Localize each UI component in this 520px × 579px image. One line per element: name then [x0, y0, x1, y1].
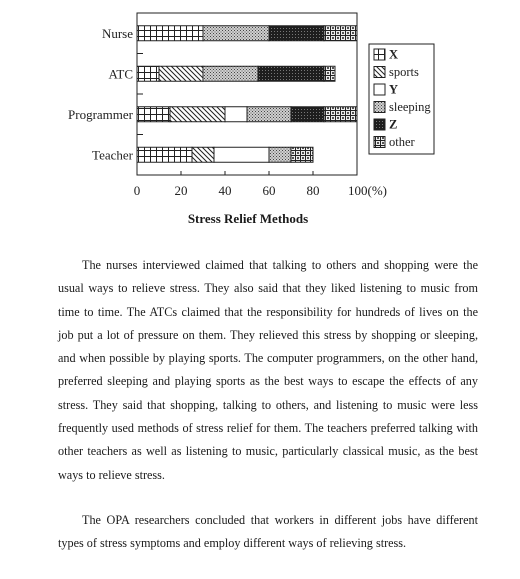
x-tick-label: 80 — [306, 183, 320, 198]
bar-programmer-other — [324, 107, 357, 122]
bar-teacher-sports — [192, 147, 214, 162]
bar-programmer-sleeping — [247, 107, 291, 122]
legend-label-sports: sports — [389, 65, 419, 79]
bar-nurse-x — [137, 26, 203, 41]
legend-label-x: X — [389, 47, 399, 62]
bar-atc-z — [258, 66, 324, 81]
stress-relief-chart — [0, 0, 520, 215]
legend-label-other: other — [389, 135, 415, 149]
category-label-nurse: Nurse — [101, 25, 133, 41]
legend-label-y: Y — [389, 82, 399, 97]
bar-programmer-x — [137, 107, 170, 122]
legend-label-z: Z — [389, 117, 398, 132]
bar-programmer-z — [291, 107, 324, 122]
x-tick-label: 20 — [174, 183, 188, 198]
chart-caption: Stress Relief Methods — [187, 211, 309, 226]
x-tick-label: 0 — [133, 183, 141, 198]
legend-swatch-y — [374, 84, 385, 95]
x-tick-label: 100(%) — [348, 183, 387, 198]
bar-teacher-other — [291, 147, 313, 162]
bar-teacher-sleeping — [269, 147, 291, 162]
legend-swatch-other — [374, 137, 385, 148]
bar-nurse-sleeping — [203, 26, 269, 41]
bars — [137, 26, 357, 163]
bar-nurse-other — [324, 26, 357, 41]
bar-programmer-sports — [170, 107, 225, 122]
legend-swatch-x — [374, 49, 385, 60]
category-label-atc: ATC — [108, 66, 133, 82]
body-paragraph-1: The nurses interviewed claimed that talking to others and shopping were the usual ways to relieve stress. They also said that they liked listening to music from time to time. The ATCs claimed that the responsibility for hundreds of lives on the job put a lot of pressure on them. They relieved this stress by shopping or sleeping, and when possible by playing sports. The computer programmers, on the other hand, preferred sleeping and playing sports as the best ways to escape the effects of any stress. They said that shopping, talking to others, and listening to music were less frequently used methods of stress relief for them. The teachers preferred talking with other teachers as well as listening to music, particularly classical music, as the best ways to relieve stress. — [58, 258, 478, 482]
bar-atc-other — [324, 66, 335, 81]
legend-label-sleeping: sleeping — [389, 100, 431, 114]
bar-teacher-x — [137, 147, 192, 162]
legend-swatch-sports — [374, 67, 385, 78]
x-tick-label: 60 — [262, 183, 276, 198]
x-tick-label: 40 — [218, 183, 232, 198]
legend-swatch-z — [374, 119, 385, 130]
category-label-teacher: Teacher — [92, 147, 133, 163]
bar-teacher-y — [214, 147, 269, 162]
legend-swatch-sleeping — [374, 102, 385, 113]
category-label-programmer: Programmer — [68, 106, 133, 122]
legend — [369, 44, 434, 154]
bar-atc-sports — [159, 66, 203, 81]
body-paragraph-2: The OPA researchers concluded that workers in different jobs have different types of stress symptoms and employ different ways of relieving stress. — [58, 513, 478, 551]
bar-atc-x — [137, 66, 159, 81]
bar-atc-sleeping — [203, 66, 258, 81]
bar-nurse-z — [269, 26, 324, 41]
bar-programmer-y — [225, 107, 247, 122]
